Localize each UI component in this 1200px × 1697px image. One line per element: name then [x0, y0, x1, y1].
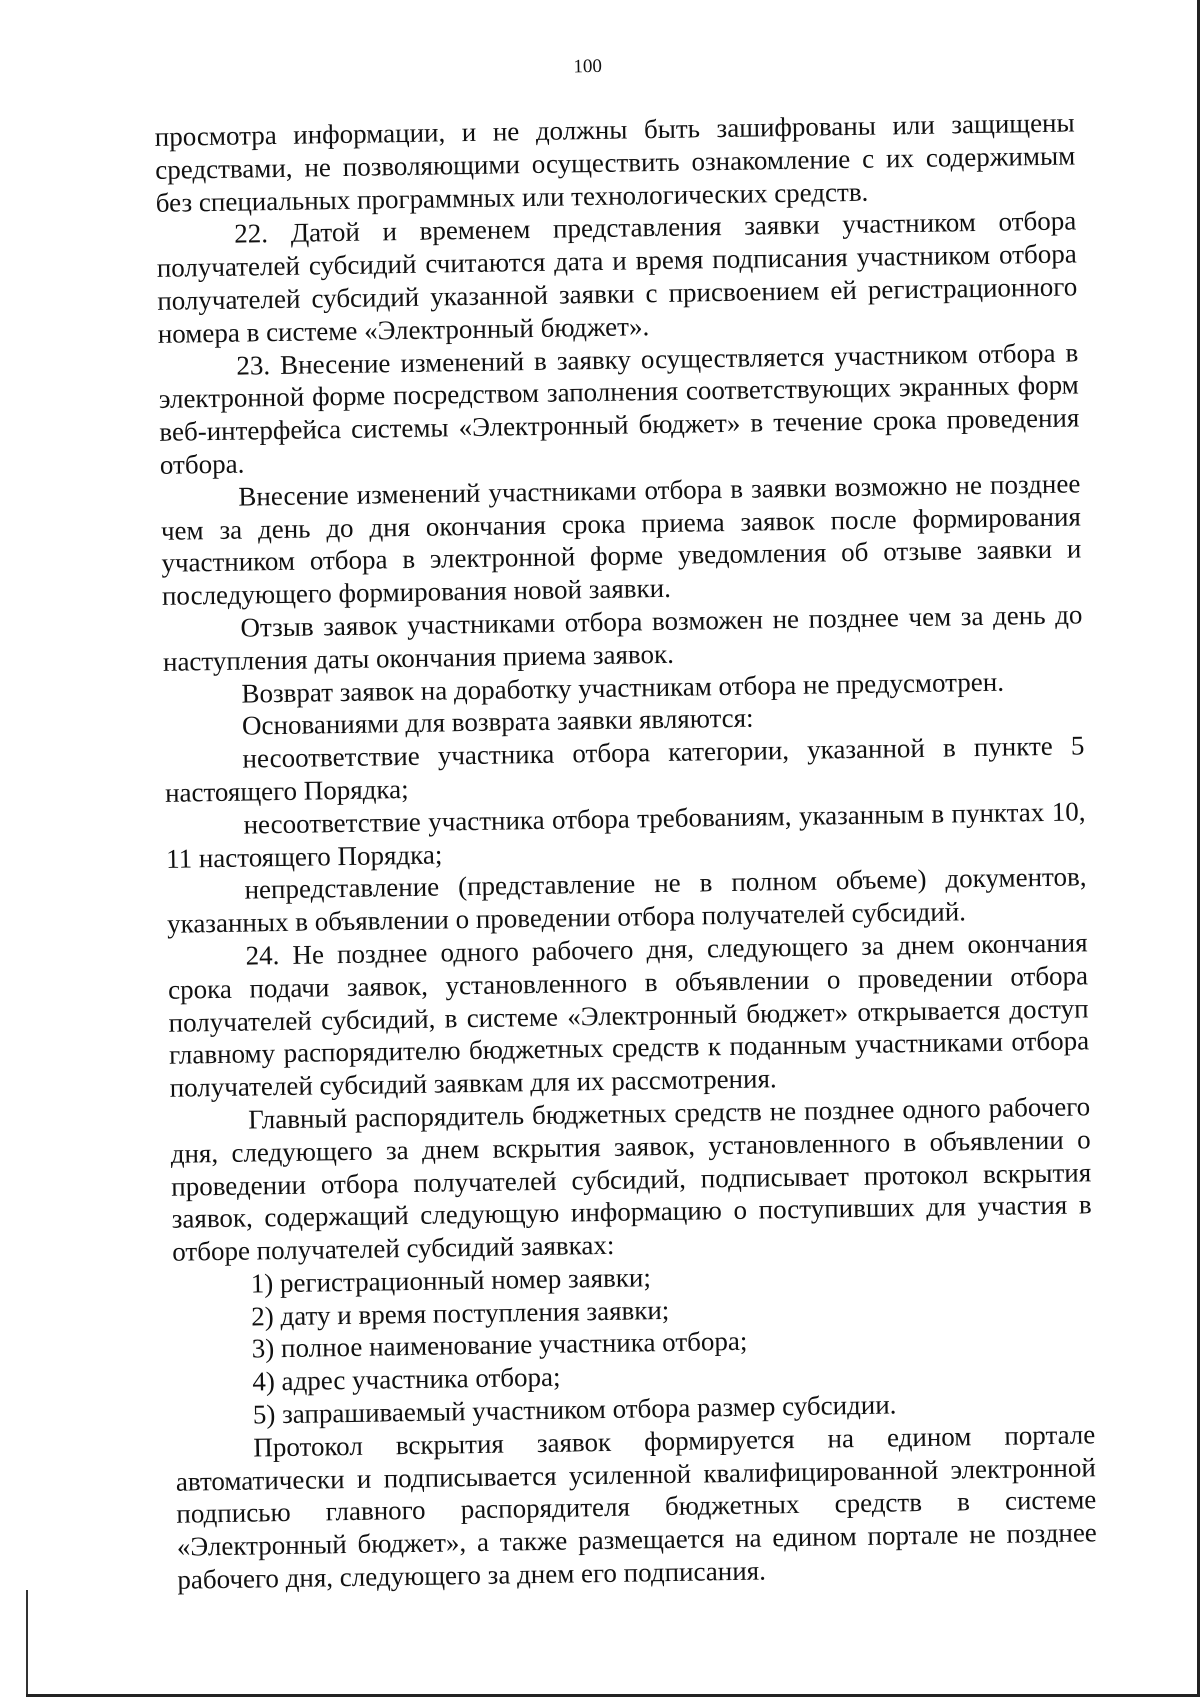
paragraph: непредставление (представление не в полном объеме) документов, указанных в объявлении о проведении отбора получателей субсидий. [166, 861, 1087, 939]
page-number: 100 [573, 55, 603, 78]
paragraph: 23. Внесение изменений в заявку осуществляется участником отбора в электронной форме посредством заполнения соответствующих экранных форм веб-интерфейса системы «Электронный бюджет» в течение срока проведения отбора. [158, 337, 1080, 480]
paragraph: несоответствие участника отбора требованиям, указанным в пунктах 10, 11 настоящего Порядка; [165, 796, 1086, 874]
paragraph: Главный распорядитель бюджетных средств не позднее одного рабочего дня, следующего за днем вскрытия заявок, установленного в объявлении о проведении отбора получателей субсидий, подписывает протокол вскрытия заявок, содержащий следующую информацию о поступивших для участия в отборе получателей субсидий заявках: [170, 1091, 1092, 1267]
paragraph: Возврат заявок на доработку участникам отбора не предусмотрен. [241, 666, 1005, 709]
paragraph: несоответствие участника отбора категории, указанной в пункте 5 настоящего Порядка; [164, 730, 1085, 808]
paragraph: Отзыв заявок участниками отбора возможен не позднее чем за день до наступления даты окончания приема заявок. [162, 599, 1083, 677]
document-body [154, 106, 1097, 1596]
list-item: 2) дату и время поступления заявки; [251, 1294, 670, 1332]
scan-edge-left [26, 1590, 28, 1697]
list-item: 4) адрес участника отбора; [252, 1361, 561, 1397]
list-item: 1) регистрационный номер заявки; [250, 1262, 652, 1299]
paragraph: 22. Датой и временем представления заявки участником отбора получателей субсидий считаются дата и время подписания участником отбора получателей субсидий указанной заявки с присвоением ей регистрационного номера в системе «Электронный бюджет». [156, 205, 1078, 349]
paragraph: 24. Не позднее одного рабочего дня, следующего за днем окончания срока подачи заявок, установленного в объявлении о проведении отбора получателей субсидий, в системе «Электронный бюджет» открывается доступ главному распорядителю бюджетных средств к поданным участниками отбора получателей субсидий заявкам для их рассмотрения. [167, 927, 1090, 1103]
paragraph: Протокол вскрытия заявок формируется на едином портале автоматически и подписывается усиленной квалифицированной электронной подписью главного распорядителя бюджетных средств в системе «Электронный бюджет», а также размещается на едином портале не позднее рабочего дня, следующего за днем его подписания. [175, 1419, 1098, 1595]
paragraph: Внесение изменений участниками отбора в заявки возможно не позднее чем за день до дня окончания срока приема заявок после формирования участником отбора в электронной форме уведомления об отзыве заявки и последующего формирования новой заявки. [160, 468, 1082, 612]
paragraph: просмотра информации, и не должны быть зашифрованы или защищены средствами, не позволяющими осуществить ознакомление с их содержимым без специальных программных или технологических средств. [154, 107, 1076, 218]
list-item: 3) полное наименование участника отбора; [251, 1326, 748, 1365]
paragraph: Основаниями для возврата заявки являются: [241, 702, 754, 741]
list-item: 5) запрашиваемый участником отбора размер субсидии. [252, 1389, 897, 1430]
